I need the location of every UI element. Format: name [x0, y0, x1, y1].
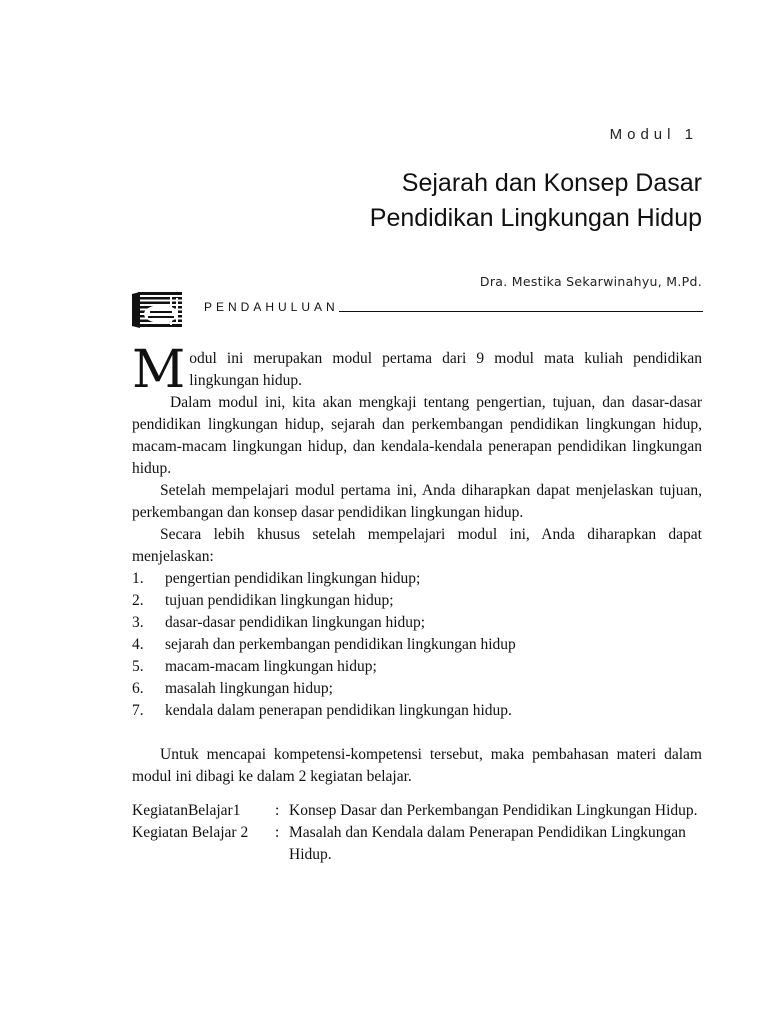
spacer	[132, 788, 702, 800]
activity-label: Kegiatan Belajar 2	[132, 824, 249, 841]
dropcap: M	[132, 340, 186, 400]
spacer	[132, 722, 702, 744]
list-item: 7. kendala dalam penerapan pendidikan lingkungan hidup.	[132, 702, 512, 719]
section-label: PENDAHULUAN	[204, 300, 339, 314]
intro-paragraph	[132, 340, 702, 400]
activity-row-1	[132, 800, 702, 822]
title-line-1: Sejarah dan Konsep Dasar	[401, 169, 702, 197]
list-item: 4. sejarah dan perkembangan pendidikan lingkungan hidup	[132, 636, 516, 653]
title-line-2: Pendidikan Lingkungan Hidup	[369, 204, 702, 232]
page-title	[202, 166, 702, 236]
list-item: 2. tujuan pendidikan lingkungan hidup;	[132, 592, 394, 609]
section-heading	[204, 300, 703, 314]
paragraph-specific-goal: Secara lebih khusus setelah mempelajari modul ini, Anda diharapkan dapat menjelaskan:	[132, 526, 702, 565]
objectives-list	[132, 568, 702, 722]
module-label: Modul 1	[609, 126, 698, 143]
list-item: 5. macam-macam lingkungan hidup;	[132, 658, 377, 675]
activity-label: KegiatanBelajar1	[132, 802, 241, 819]
paragraph-scope: Dalam modul ini, kita akan mengkaji tentang pengertian, tujuan, dan dasar-dasar pendidikan lingkungan hidup, sejarah dan perkembangan pendidikan lingkungan hidup, macam-macam lingkungan hidup, dan kendala-kendala penerapan pendidikan lingkungan hidup.	[132, 394, 702, 477]
activity-row-2	[132, 822, 702, 866]
list-item: 1. pengertian pendidikan lingkungan hidup;	[132, 570, 421, 587]
activity-colon: :	[275, 802, 280, 819]
book-logo-icon	[130, 290, 186, 330]
activity-colon: :	[275, 824, 280, 841]
paragraph-competency: Untuk mencapai kompetensi-kompetensi tersebut, maka pembahasan materi dalam modul ini dibagi ke dalam 2 kegiatan belajar.	[132, 746, 702, 785]
paragraph-goal: Setelah mempelajari modul pertama ini, Anda diharapkan dapat menjelaskan tujuan, perkembangan dan konsep dasar pendidikan lingkungan hidup.	[132, 482, 702, 521]
list-item: 3. dasar-dasar pendidikan lingkungan hidup;	[132, 614, 426, 631]
intro-paragraph-text: odul ini merupakan modul pertama dari 9 modul mata kuliah pendidikan lingkungan hidup.	[189, 350, 702, 389]
author-name: Dra. Mestika Sekarwinahyu, M.Pd.	[479, 274, 702, 289]
activity-title: Konsep Dasar dan Perkembangan Pendidikan Lingkungan Hidup.	[289, 802, 698, 819]
section-rule	[339, 311, 703, 312]
activity-title: Masalah dan Kendala dalam Penerapan Pendidikan Lingkungan Hidup.	[289, 824, 686, 863]
list-item: 6. masalah lingkungan hidup;	[132, 680, 333, 697]
body-text	[132, 340, 702, 866]
